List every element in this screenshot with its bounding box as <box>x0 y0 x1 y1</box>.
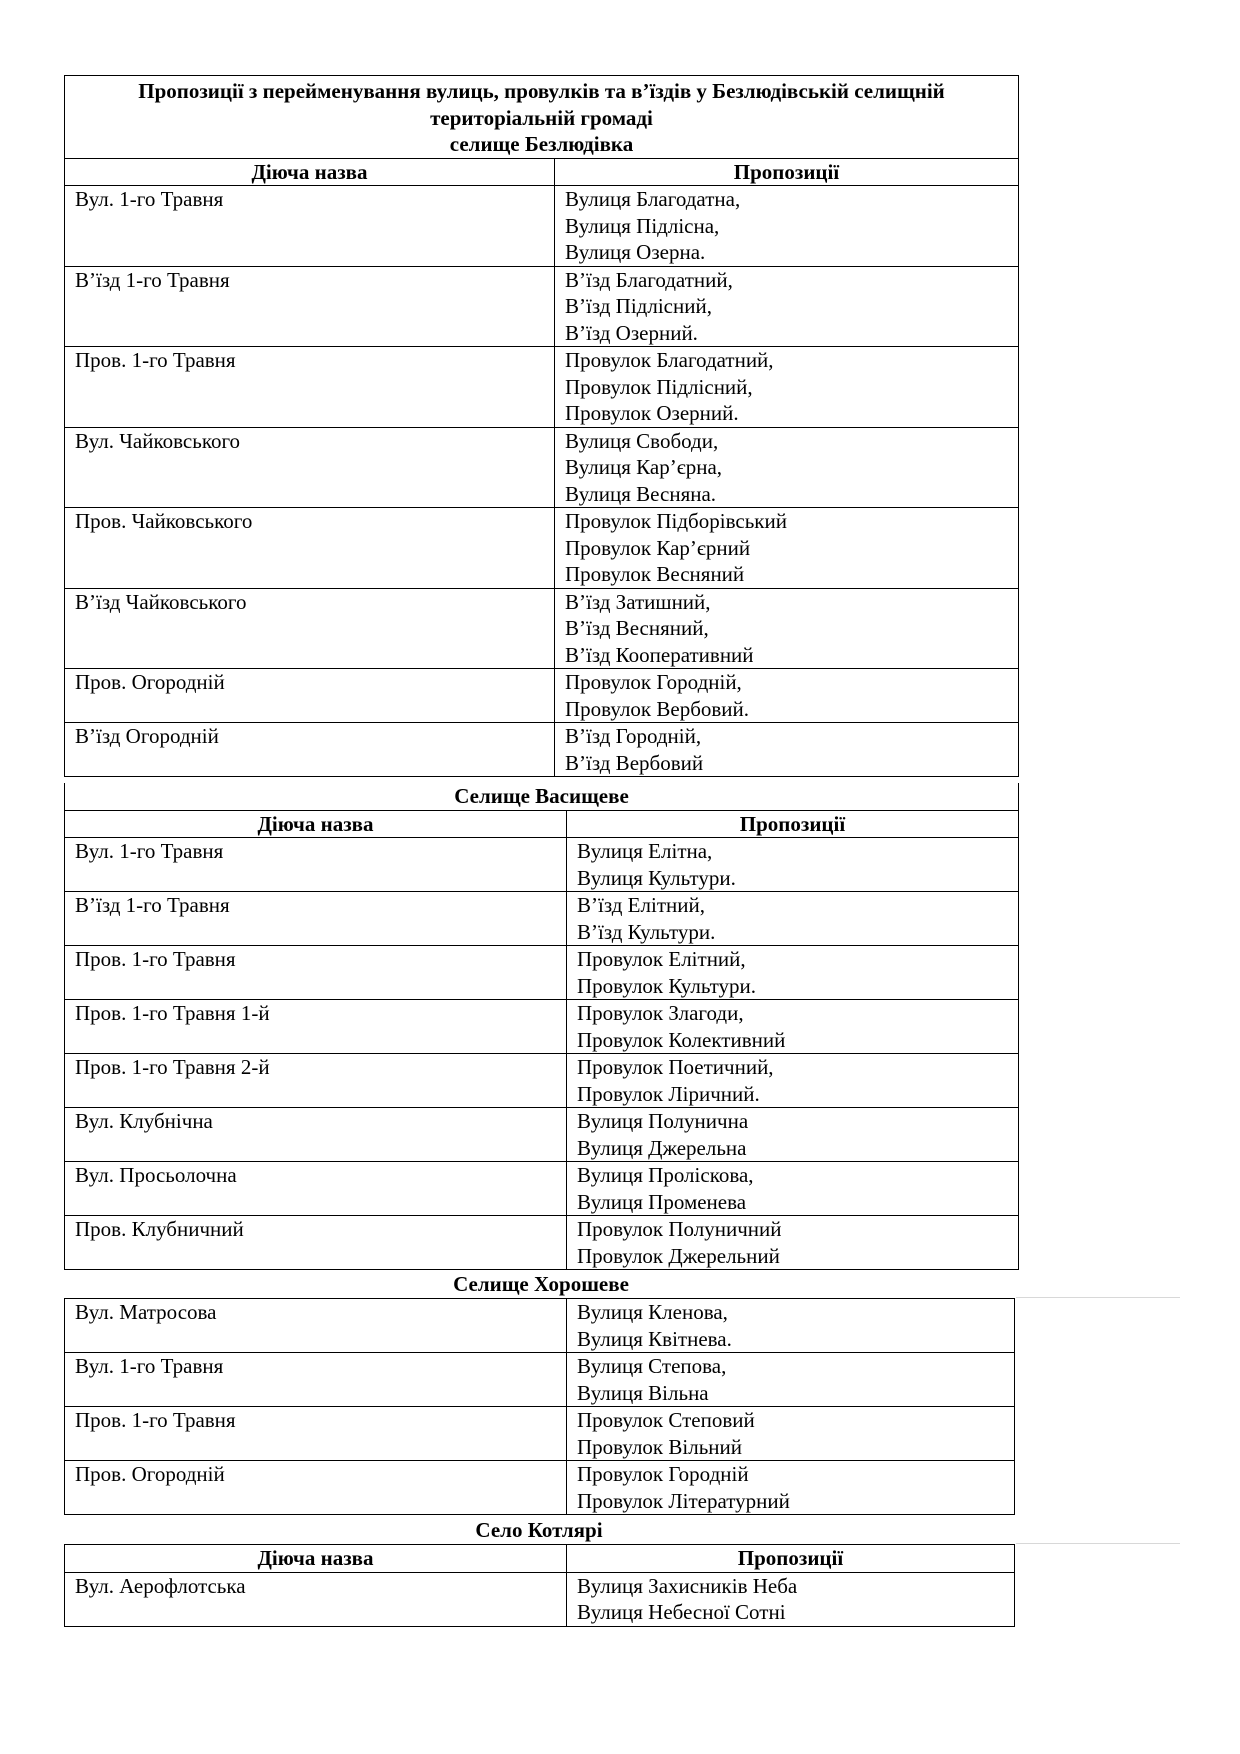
table-row <box>65 1216 1019 1270</box>
proposal-item: Провулок Вільний <box>577 1434 742 1459</box>
proposal-item: Провулок Городній <box>577 1462 749 1486</box>
proposal-item: Вулиця Культури. <box>577 865 736 890</box>
table-row <box>65 723 1019 777</box>
proposal-item: Провулок Підборівський <box>565 509 787 533</box>
current-name-cell: Вул. 1-го Травня <box>65 186 555 267</box>
table-row <box>65 669 1019 723</box>
proposal-item: Вулиця Джерельна <box>577 1135 747 1160</box>
proposal-item: В’їзд Весняний, <box>565 616 709 640</box>
table-row <box>65 1162 1019 1216</box>
current-name-cell: Вул. Клубнічна <box>65 1108 567 1162</box>
proposals-cell <box>567 1461 1015 1515</box>
current-name-cell: Пров. Клубничний <box>65 1216 567 1270</box>
column-header-current: Діюча назва <box>65 1545 567 1573</box>
column-header-proposals: Пропозиції <box>567 1545 1015 1573</box>
proposals-cell <box>567 946 1019 1000</box>
current-name-cell: Вул. 1-го Травня <box>65 1353 567 1407</box>
table-row <box>65 1407 1015 1461</box>
column-header-proposals: Пропозиції <box>555 158 1019 186</box>
document-title-line-2: територіальній громаді <box>430 105 653 130</box>
proposal-item: Провулок Злагоди, <box>577 1001 744 1025</box>
table-row <box>65 186 1019 267</box>
proposal-item: Провулок Літературний <box>577 1488 790 1513</box>
proposal-item: Вулиця Озерна. <box>565 240 706 264</box>
proposal-item: В’їзд Підлісний, <box>565 294 712 318</box>
proposal-item: Вулиця Підлісна, <box>565 213 720 238</box>
table-header-row <box>65 158 1019 186</box>
current-name-cell: Пров. 1-го Травня 1-й <box>65 1000 567 1054</box>
proposal-item: Вулиця Кар’єрна, <box>565 455 723 479</box>
table-vasyshcheve <box>64 783 1019 1270</box>
proposals-cell <box>567 892 1019 946</box>
proposal-item: Провулок Кар’єрний <box>565 535 751 560</box>
table-row <box>65 347 1019 428</box>
proposals-cell <box>555 186 1019 267</box>
proposal-item: Провулок Вербовий. <box>565 696 750 721</box>
divider <box>1016 1543 1180 1544</box>
proposal-item: Вулиця Пролiскова, <box>577 1163 754 1187</box>
proposals-cell <box>567 1572 1015 1626</box>
proposal-item: Вулиця Елітна, <box>577 839 713 863</box>
proposal-item: В’їзд Вербовий <box>565 750 704 775</box>
proposal-item: Провулок Культури. <box>577 973 757 998</box>
current-name-cell: Пров. Огородній <box>65 669 555 723</box>
proposal-item: В’їзд Озерний. <box>565 320 698 345</box>
section-title: Селище Хорошеве <box>453 1272 629 1296</box>
table-row <box>65 838 1019 892</box>
current-name-cell: В’їзд Огородній <box>65 723 555 777</box>
table-row <box>65 588 1019 669</box>
proposal-item: Провулок Колективний <box>577 1027 786 1052</box>
proposals-cell <box>567 1216 1019 1270</box>
proposal-item: Провулок Степовий <box>577 1408 755 1432</box>
proposal-item: В’їзд Культури. <box>577 919 716 944</box>
section-title: Село Котлярі <box>475 1518 603 1542</box>
proposal-item: Провулок Весняний <box>565 562 745 586</box>
proposal-item: Вулиця Кленова, <box>577 1300 728 1324</box>
table-header-row <box>65 1545 1015 1573</box>
section-title: селище Безлюдівка <box>449 132 634 156</box>
column-header-current: Діюча назва <box>65 158 555 186</box>
proposal-item: Провулок Городній, <box>565 670 742 694</box>
proposals-cell <box>555 427 1019 508</box>
current-name-cell: Вул. Аерофлотська <box>65 1572 567 1626</box>
proposal-item: Провулок Озерний. <box>565 401 739 425</box>
proposal-item: Провулок Полуничний <box>577 1217 782 1241</box>
proposal-item: Вулиця Квітнева. <box>577 1326 732 1351</box>
document-title-row <box>65 76 1019 159</box>
proposal-item: Вулиця Степова, <box>577 1354 727 1378</box>
table-row <box>65 1054 1019 1108</box>
column-header-proposals: Пропозиції <box>567 810 1019 838</box>
proposals-cell <box>567 1162 1019 1216</box>
proposal-item: Провулок Елітний, <box>577 947 746 971</box>
proposals-cell <box>567 1108 1019 1162</box>
proposal-item: В’їзд Елітний, <box>577 893 705 917</box>
proposals-cell <box>555 508 1019 589</box>
proposal-item: В’їзд Кооперативний <box>565 642 754 667</box>
proposals-cell <box>555 723 1019 777</box>
table-row <box>65 508 1019 589</box>
current-name-cell: Пров. Огородній <box>65 1461 567 1515</box>
proposal-item: Провулок Джерельний <box>577 1243 780 1268</box>
proposal-item: Вулиця Захисників Неба <box>577 1573 798 1598</box>
proposals-cell <box>567 1299 1015 1353</box>
current-name-cell: Пров. Чайковського <box>65 508 555 589</box>
current-name-cell: В’їзд 1-го Травня <box>65 892 567 946</box>
proposal-item: В’їзд Городній, <box>565 724 702 748</box>
current-name-cell: Пров. 1-го Травня 2-й <box>65 1054 567 1108</box>
table-row <box>65 946 1019 1000</box>
current-name-cell: Вул. Просьолочна <box>65 1162 567 1216</box>
proposal-item: Провулок Ліричний. <box>577 1081 760 1106</box>
current-name-cell: Пров. 1-го Травня <box>65 946 567 1000</box>
proposal-item: Вулиця Полунична <box>577 1109 749 1133</box>
current-name-cell: Вул. Чайковського <box>65 427 555 508</box>
table-row <box>65 1000 1019 1054</box>
proposal-item: Вулиця Небесної Сотні <box>577 1600 786 1624</box>
proposals-cell <box>555 266 1019 347</box>
current-name-cell: Вул. Матросова <box>65 1299 567 1353</box>
proposal-item: Вулиця Благодатна, <box>565 187 741 211</box>
current-name-cell: В’їзд Чайковського <box>65 588 555 669</box>
table-khoroshove <box>64 1298 1015 1515</box>
proposal-item: В’їзд Затишний, <box>565 589 711 614</box>
proposals-cell <box>567 1407 1015 1461</box>
current-name-cell: Вул. 1-го Травня <box>65 838 567 892</box>
table-row <box>65 1108 1019 1162</box>
proposal-item: Вулиця Променева <box>577 1189 747 1214</box>
table-header-row <box>65 810 1019 838</box>
current-name-cell: Пров. 1-го Травня <box>65 347 555 428</box>
table-row <box>65 427 1019 508</box>
table-row <box>65 1299 1015 1353</box>
proposals-cell <box>555 347 1019 428</box>
proposals-cell <box>567 1353 1015 1407</box>
proposal-item: Вулиця Свободи, <box>565 428 719 453</box>
proposal-item: Провулок Благодатний, <box>565 348 774 372</box>
table-row <box>65 1353 1015 1407</box>
table-row <box>65 1572 1015 1626</box>
proposal-item: Провулок Поетичний, <box>577 1055 774 1079</box>
document-title-line-1: Пропозиції з перейменування вулиць, провулків та в’їздів у Безлюдівській селищній <box>138 79 945 103</box>
divider <box>1016 1297 1180 1298</box>
table-row <box>65 266 1019 347</box>
current-name-cell: Пров. 1-го Травня <box>65 1407 567 1461</box>
table-bezliudivka <box>64 75 1019 777</box>
proposal-item: Вулиця Вільна <box>577 1380 709 1405</box>
proposals-cell <box>567 1054 1019 1108</box>
table-row <box>65 1461 1015 1515</box>
proposals-cell <box>555 669 1019 723</box>
section-title-row <box>65 783 1019 810</box>
proposal-item: В’їзд Благодатний, <box>565 267 733 292</box>
proposals-cell <box>567 1000 1019 1054</box>
column-header-current: Діюча назва <box>65 810 567 838</box>
proposals-cell <box>555 588 1019 669</box>
proposal-item: Провулок Підлісний, <box>565 374 753 399</box>
proposals-cell <box>567 838 1019 892</box>
section-title: Селище Васищеве <box>65 783 1019 810</box>
current-name-cell: В’їзд 1-го Травня <box>65 266 555 347</box>
table-kotliari <box>64 1544 1015 1627</box>
table-row <box>65 892 1019 946</box>
proposal-item: Вулиця Весняна. <box>565 481 717 506</box>
